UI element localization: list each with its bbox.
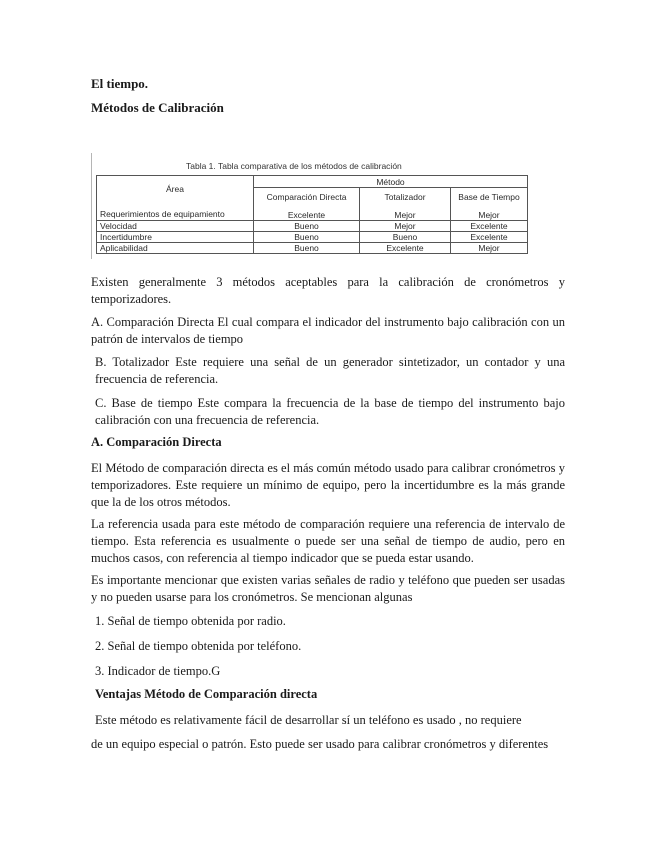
intro-paragraph: Existen generalmente 3 métodos aceptables para la calibración de cronómetros y temporizadores. bbox=[91, 275, 565, 306]
advantages-line: Este método es relativamente fácil de desarrollar sí un teléfono es usado , no requiere bbox=[95, 713, 522, 727]
section-heading-direct-comparison: A. Comparación Directa bbox=[91, 435, 222, 449]
signals-paragraph: Es importante mencionar que existen varias señales de radio y teléfono que pueden ser usadas y no pueden usarse para los cronómetros. Se mencionan algunas bbox=[91, 573, 565, 604]
table-cell: Excelente bbox=[451, 232, 528, 243]
advantages-line: de un equipo especial o patrón. Esto puede ser usado para calibrar cronómetros y diferentes bbox=[91, 737, 549, 751]
header-method: Comparación Directa bbox=[254, 188, 360, 206]
table-cell: Mejor bbox=[360, 205, 451, 221]
reference-paragraph: La referencia usada para este método de comparación requiere una referencia de intervalo de tiempo. Esta referencia es usualmente o puede ser una señal de tiempo de audio, pero en muchos casos, con referencia al tiempo indicador que se pueda estar usando. bbox=[91, 517, 565, 565]
table-row bbox=[97, 243, 528, 254]
header-method-group: Método bbox=[254, 176, 528, 188]
requirements-label: Requerimientos de equipamiento bbox=[97, 205, 254, 221]
list-item: 2. Señal de tiempo obtenida por teléfono. bbox=[95, 639, 302, 653]
table-cell: Excelente bbox=[360, 243, 451, 254]
table-cell: Bueno bbox=[254, 221, 360, 232]
table-cell: Mejor bbox=[451, 243, 528, 254]
header-method: Totalizador bbox=[360, 188, 451, 206]
method-a-paragraph: A. Comparación Directa El cual compara el indicador del instrumento bajo calibración con un patrón de intervalos de tiempo bbox=[91, 315, 565, 346]
row-label: Aplicabilidad bbox=[97, 243, 254, 254]
section-heading-calibration-methods: Métodos de Calibración bbox=[91, 100, 224, 115]
table-cell: Bueno bbox=[360, 232, 451, 243]
method-b-paragraph: B. Totalizador Este requiere una señal de un generador sintetizador, un contador y una frecuencia de referencia. bbox=[95, 355, 565, 386]
table-row bbox=[97, 221, 528, 232]
table-cell: Mejor bbox=[451, 205, 528, 221]
method-c-paragraph: C. Base de tiempo Este compara la frecuencia de la base de tiempo del instrumento bajo calibración con una frecuencia de referencia. bbox=[95, 396, 565, 427]
header-area: Área bbox=[97, 176, 254, 206]
table-cell: Bueno bbox=[254, 232, 360, 243]
header-method: Base de Tiempo bbox=[451, 188, 528, 206]
document-title: El tiempo. bbox=[91, 76, 149, 91]
direct-comparison-paragraph: El Método de comparación directa es el más común método usado para calibrar cronómetros y temporizadores. Este requiere un mínimo de equipo, pero la incertidumbre es la más grande que la de los otros métodos. bbox=[91, 461, 565, 509]
comparison-table-figure bbox=[91, 153, 532, 259]
table-cell: Mejor bbox=[360, 221, 451, 232]
comparison-table bbox=[96, 175, 528, 254]
table-cell: Excelente bbox=[254, 205, 360, 221]
table-row bbox=[97, 232, 528, 243]
table-caption: Tabla 1. Tabla comparativa de los métodos de calibración bbox=[186, 161, 402, 171]
row-label: Incertidumbre bbox=[97, 232, 254, 243]
row-label: Velocidad bbox=[97, 221, 254, 232]
section-heading-advantages: Ventajas Método de Comparación directa bbox=[95, 687, 318, 701]
table-cell: Bueno bbox=[254, 243, 360, 254]
list-item: 3. Indicador de tiempo.G bbox=[95, 664, 221, 678]
list-item: 1. Señal de tiempo obtenida por radio. bbox=[95, 614, 286, 628]
table-cell: Excelente bbox=[451, 221, 528, 232]
